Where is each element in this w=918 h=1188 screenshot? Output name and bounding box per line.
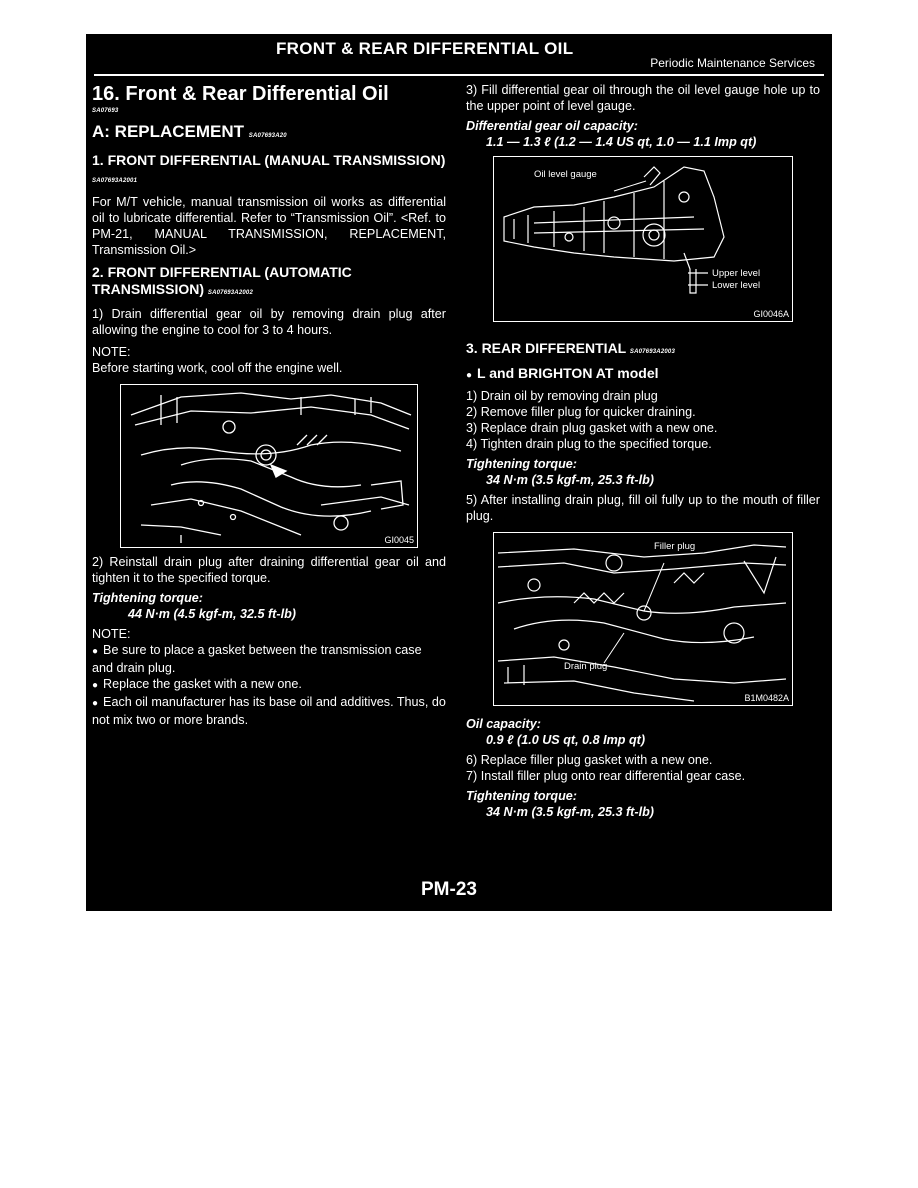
auto-code: SA07693A2002 <box>207 290 253 296</box>
drain-plug-label: Drain plug <box>564 661 608 672</box>
rear-step: 4) Tighten drain plug to the specified torque. <box>466 437 712 451</box>
figure-rear-plugs <box>493 532 793 706</box>
note-1: Before starting work, cool off the engine well. <box>92 361 343 375</box>
step-2: 2) Reinstall drain plug after draining differential gear oil and tighten it to the specified torque. <box>92 555 446 585</box>
auto-title: 2. FRONT DIFFERENTIAL (AUTOMATIC TRANSMISSION) <box>92 264 352 297</box>
note-2-item: ● Each oil manufacturer has its base oil and additives. Thus, do not mix two or more brands. <box>92 694 446 728</box>
upper-level-label: Upper level <box>712 268 761 279</box>
manual-title: 1. FRONT DIFFERENTIAL (MANUAL TRANSMISSION) <box>92 152 446 168</box>
torque-label-rear-2: Tightening torque: <box>466 789 577 803</box>
torque-value-front: 44 N·m (4.5 kgf-m, 32.5 ft-lb) <box>128 607 296 621</box>
rear-code: SA07693A2003 <box>629 349 675 355</box>
figure-oil-level-gauge <box>493 156 793 322</box>
rear-title: 3. REAR DIFFERENTIAL <box>466 340 626 356</box>
header-title: FRONT & REAR DIFFERENTIAL OIL <box>276 39 574 58</box>
transmission-illustration <box>494 157 792 321</box>
section-title: 16. Front & Rear Differential Oil <box>92 83 389 105</box>
torque-value-rear: 34 N·m (3.5 kgf-m, 25.3 ft-lb) <box>486 473 654 487</box>
replacement-heading <box>92 122 446 146</box>
capacity-label: Differential gear oil capacity: <box>466 119 638 133</box>
figure-drain-plug-front <box>120 384 418 548</box>
rear-differential-illustration <box>494 533 792 705</box>
replacement-code: SA07693A20 <box>248 133 287 139</box>
auto-heading <box>92 264 446 302</box>
model-title: ● L and BRIGHTON AT model <box>466 365 820 384</box>
manual-heading <box>92 152 446 190</box>
oil-capacity-value: 0.9 ℓ (1.0 US qt, 0.8 Imp qt) <box>486 733 646 747</box>
note-label: NOTE: <box>92 345 131 359</box>
torque-value-rear-2: 34 N·m (3.5 kgf-m, 25.3 ft-lb) <box>486 805 654 819</box>
drain-plug-illustration <box>121 385 417 547</box>
manual-text: For M/T vehicle, manual transmission oil works as differential oil to lubricate differential. Refer to “Transmission Oil”. <Ref. to PM-21, MANUAL TRANSMISSION, REPLACEMENT, Transmission Oil.> <box>92 195 446 257</box>
manual-page <box>86 34 832 911</box>
left-column <box>92 82 446 728</box>
lower-level-label: Lower level <box>712 280 761 291</box>
rear-step: 3) Replace drain plug gasket with a new one. <box>466 421 718 435</box>
header-rule <box>94 74 824 76</box>
note-2-label: NOTE: <box>92 627 131 641</box>
filler-plug-label: Filler plug <box>654 541 696 552</box>
figure-1-id: GI0045 <box>384 535 414 545</box>
rear-heading <box>466 340 820 361</box>
oil-capacity-label: Oil capacity: <box>466 717 541 731</box>
right-column <box>466 82 820 824</box>
figure-3-id: B1M0482A <box>744 693 789 703</box>
step-7: 7) Install filler plug onto rear differential gear case. <box>466 769 746 783</box>
capacity-value: 1.1 — 1.3 ℓ (1.2 — 1.4 US qt, 1.0 — 1.1 Imp qt) <box>486 135 757 149</box>
replacement-title: A: REPLACEMENT <box>92 122 245 141</box>
step-5: 5) After installing drain plug, fill oil fully up to the mouth of filler plug. <box>466 493 820 523</box>
torque-label-front: Tightening torque: <box>92 591 203 605</box>
step-6: 6) Replace filler plug gasket with a new one. <box>466 753 713 767</box>
torque-label-rear: Tightening torque: <box>466 457 577 471</box>
step-3: 3) Fill differential gear oil through the oil level gauge hole up to the upper point of level gauge. <box>466 83 820 113</box>
figure-2-id: GI0046A <box>753 309 789 319</box>
note-2-item: ● Be sure to place a gasket between the transmission case and drain plug. <box>92 642 446 676</box>
rear-step: 2) Remove filler plug for quicker draining. <box>466 405 696 419</box>
oil-level-gauge-label: Oil level gauge <box>534 169 597 180</box>
header-subtitle: Periodic Maintenance Services <box>650 56 815 70</box>
note-2-item: ● Replace the gasket with a new one. <box>92 676 446 694</box>
step-1: 1) Drain differential gear oil by removing drain plug after allowing the engine to cool for 3 to 4 hours. <box>92 307 446 337</box>
rear-step: 1) Drain oil by removing drain plug <box>466 389 658 403</box>
section-code: SA07693 <box>92 108 119 114</box>
page-number: PM-23 <box>421 879 477 900</box>
manual-code: SA07693A2001 <box>92 178 138 184</box>
